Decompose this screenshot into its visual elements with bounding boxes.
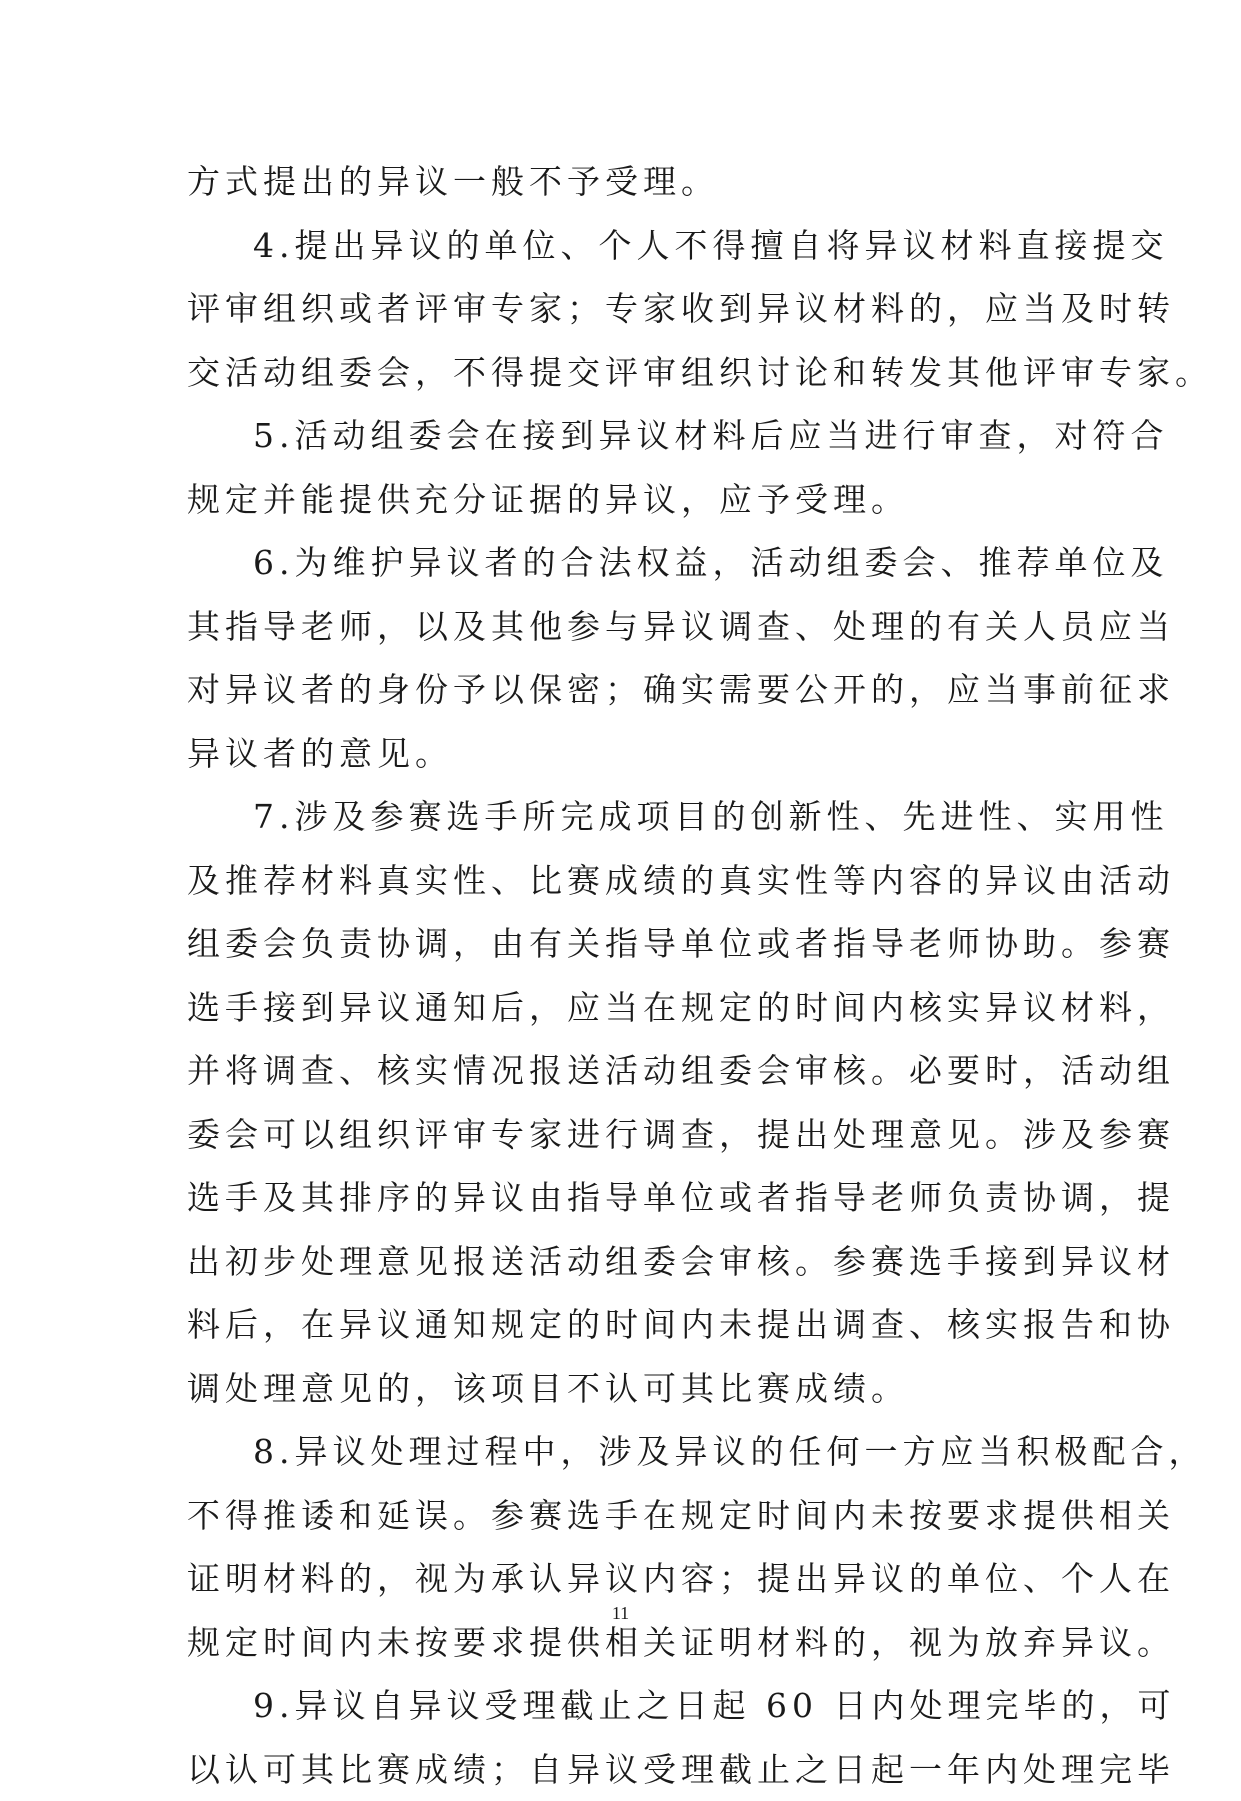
text-line: 4.提出异议的单位、个人不得擅自将异议材料直接提交	[187, 214, 1067, 278]
text-line: 调处理意见的，该项目不认可其比赛成绩。	[187, 1357, 1067, 1421]
text-line: 并将调查、核实情况报送活动组委会审核。必要时，活动组	[187, 1039, 1067, 1103]
page-number: 11	[0, 1603, 1241, 1624]
text-line: 及推荐材料真实性、比赛成绩的真实性等内容的异议由活动	[187, 849, 1067, 913]
paragraph-7	[187, 785, 1067, 1420]
paragraph-4	[187, 214, 1067, 405]
text-line: 规定并能提供充分证据的异议，应予受理。	[187, 468, 1067, 532]
paragraph-3-continuation	[187, 150, 1067, 214]
text-line: 评审组织或者评审专家；专家收到异议材料的，应当及时转	[187, 277, 1067, 341]
text-line: 证明材料的，视为承认异议内容；提出异议的单位、个人在	[187, 1547, 1067, 1611]
text-line: 9.异议自异议受理截止之日起 60 日内处理完毕的，可	[187, 1674, 1067, 1738]
text-line: 方式提出的异议一般不予受理。	[187, 150, 1067, 214]
body-text	[187, 150, 1067, 1801]
paragraph-8	[187, 1420, 1067, 1674]
text-line: 异议者的意见。	[187, 722, 1067, 786]
text-line: 对异议者的身份予以保密；确实需要公开的，应当事前征求	[187, 658, 1067, 722]
text-line: 5.活动组委会在接到异议材料后应当进行审查，对符合	[187, 404, 1067, 468]
text-line: 选手及其排序的异议由指导单位或者指导老师负责协调，提	[187, 1166, 1067, 1230]
text-line: 6.为维护异议者的合法权益，活动组委会、推荐单位及	[187, 531, 1067, 595]
paragraph-5	[187, 404, 1067, 531]
text-line: 委会可以组织评审专家进行调查，提出处理意见。涉及参赛	[187, 1103, 1067, 1167]
text-line: 交活动组委会，不得提交评审组织讨论和转发其他评审专家。	[187, 341, 1067, 405]
text-line: 出初步处理意见报送活动组委会审核。参赛选手接到异议材	[187, 1230, 1067, 1294]
text-line: 7.涉及参赛选手所完成项目的创新性、先进性、实用性	[187, 785, 1067, 849]
text-line: 其指导老师，以及其他参与异议调查、处理的有关人员应当	[187, 595, 1067, 659]
text-line: 组委会负责协调，由有关指导单位或者指导老师协助。参赛	[187, 912, 1067, 976]
paragraph-9	[187, 1674, 1067, 1801]
text-line: 以认可其比赛成绩；自异议受理截止之日起一年内处理完毕	[187, 1738, 1067, 1801]
text-line: 料后，在异议通知规定的时间内未提出调查、核实报告和协	[187, 1293, 1067, 1357]
text-line: 选手接到异议通知后，应当在规定的时间内核实异议材料，	[187, 976, 1067, 1040]
text-line: 规定时间内未按要求提供相关证明材料的，视为放弃异议。	[187, 1611, 1067, 1675]
text-line: 8.异议处理过程中，涉及异议的任何一方应当积极配合，	[187, 1420, 1067, 1484]
text-line: 不得推诿和延误。参赛选手在规定时间内未按要求提供相关	[187, 1484, 1067, 1548]
paragraph-6	[187, 531, 1067, 785]
